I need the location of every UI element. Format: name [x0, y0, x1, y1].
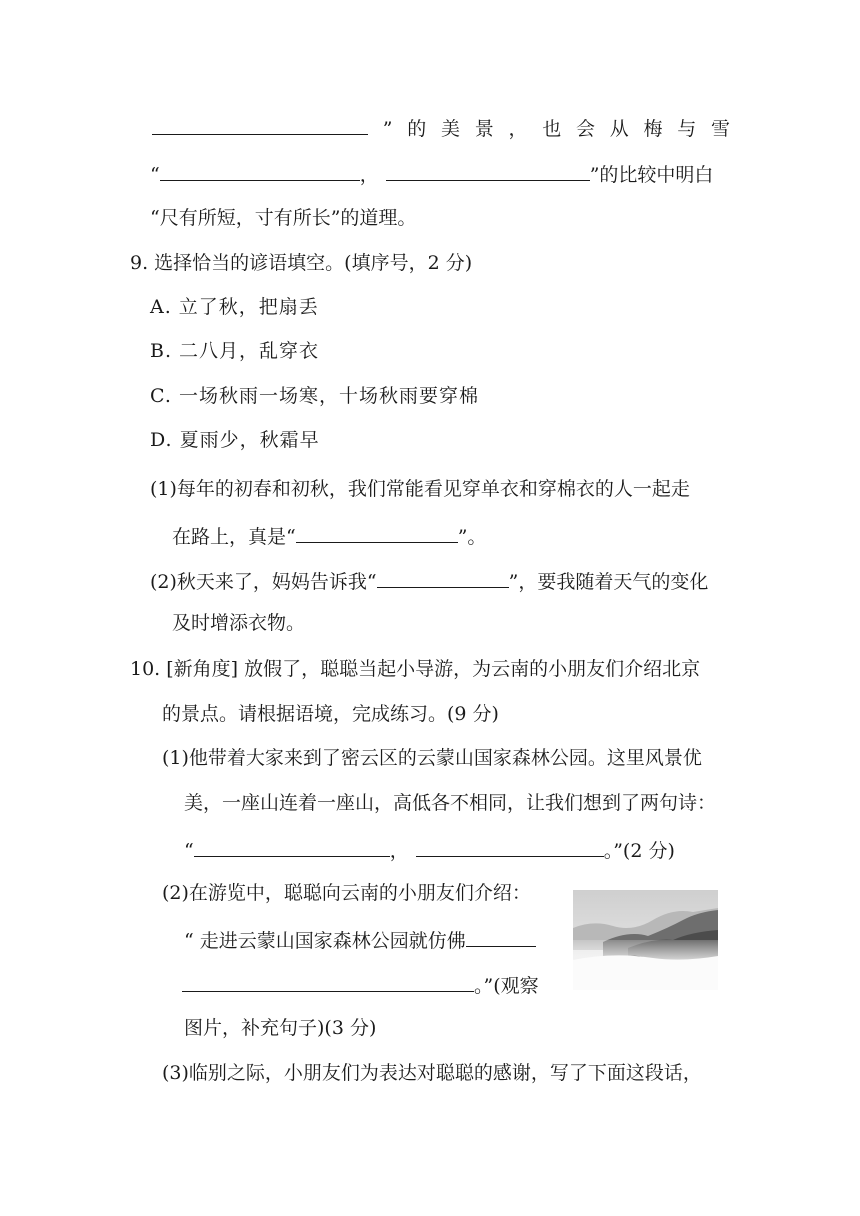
question-10-stem-line-1: 10. [新角度] 放假了，聪聪当起小导游，为云南的小朋友们介绍北京 [130, 658, 701, 680]
q10-part-2-line-2: “ 走进云蒙山国家森林公园就仿佛 [184, 929, 536, 951]
answer-blank[interactable] [466, 929, 536, 947]
mountain-cloud-photo [573, 890, 718, 990]
q10-part-1-line-2: 美，一座山连着一座山，高低各不相同，让我们想到了两句诗： [184, 792, 717, 814]
text-char: 从 [609, 118, 629, 140]
question-10-stem-line-2: 的景点。请根据语境，完成练习。(9 分) [162, 703, 499, 725]
question-9-stem: 9. 选择恰当的谚语填空。(填序号，2 分) [130, 252, 473, 274]
text-char: 美 [440, 118, 460, 140]
q10-part-2-line-3: 。”(观察 [182, 974, 539, 996]
text-char: ， [508, 118, 528, 140]
text-char: ” [382, 118, 393, 140]
option-a: A. 立了秋，把扇丢 [150, 296, 319, 318]
option-c: C. 一场秋雨一场寒，十场秋雨要穿棉 [150, 385, 479, 407]
text-char: 与 [677, 118, 697, 140]
text-char: 雪 [710, 118, 730, 140]
q10-part-1-line-1: (1)他带着大家来到了密云区的云蒙山国家森林公园。这里风景优 [162, 747, 702, 769]
text-char: 梅 [643, 118, 663, 140]
q10-part-1-line-3: “ ， 。”(2 分) [184, 840, 675, 862]
q9-part-2-line-1: (2)秋天来了，妈妈告诉我“ ”，要我随着天气的变化 [150, 571, 709, 593]
option-b: B. 二八月，乱穿衣 [150, 340, 320, 362]
answer-blank[interactable] [386, 163, 590, 181]
q10-part-2-line-1: (2)在游览中，聪聪向云南的小朋友们介绍： [162, 882, 531, 904]
text-line-1 [152, 117, 730, 139]
answer-blank[interactable] [416, 839, 604, 857]
q9-part-2-line-2: 及时增添衣物。 [172, 612, 306, 634]
text-line-2: “ ， ”的比较中明白 [150, 164, 714, 186]
text-char: 的 [407, 118, 427, 140]
q10-part-2-line-4: 图片，补充句子)(3 分) [184, 1017, 377, 1039]
text-char: 也 [542, 118, 562, 140]
text-char: 会 [575, 118, 595, 140]
answer-blank[interactable] [194, 839, 390, 857]
answer-blank[interactable] [296, 525, 458, 543]
text-char: 景 [474, 118, 494, 140]
option-d: D. 夏雨少，秋霜早 [150, 429, 320, 451]
answer-blank[interactable] [377, 570, 509, 588]
q9-part-1-line-1: (1)每年的初春和初秋，我们常能看见穿单衣和穿棉衣的人一起走 [150, 478, 690, 500]
q10-part-3-line-1: (3)临别之际，小朋友们为表达对聪聪的感谢，写了下面这段话， [162, 1062, 702, 1084]
q9-part-1-line-2: 在路上，真是“ ”。 [172, 526, 487, 548]
answer-blank[interactable] [152, 117, 368, 135]
answer-blank[interactable] [182, 974, 474, 992]
answer-blank[interactable] [160, 163, 360, 181]
text-line-3: “尺有所短，寸有所长”的道理。 [150, 207, 417, 229]
